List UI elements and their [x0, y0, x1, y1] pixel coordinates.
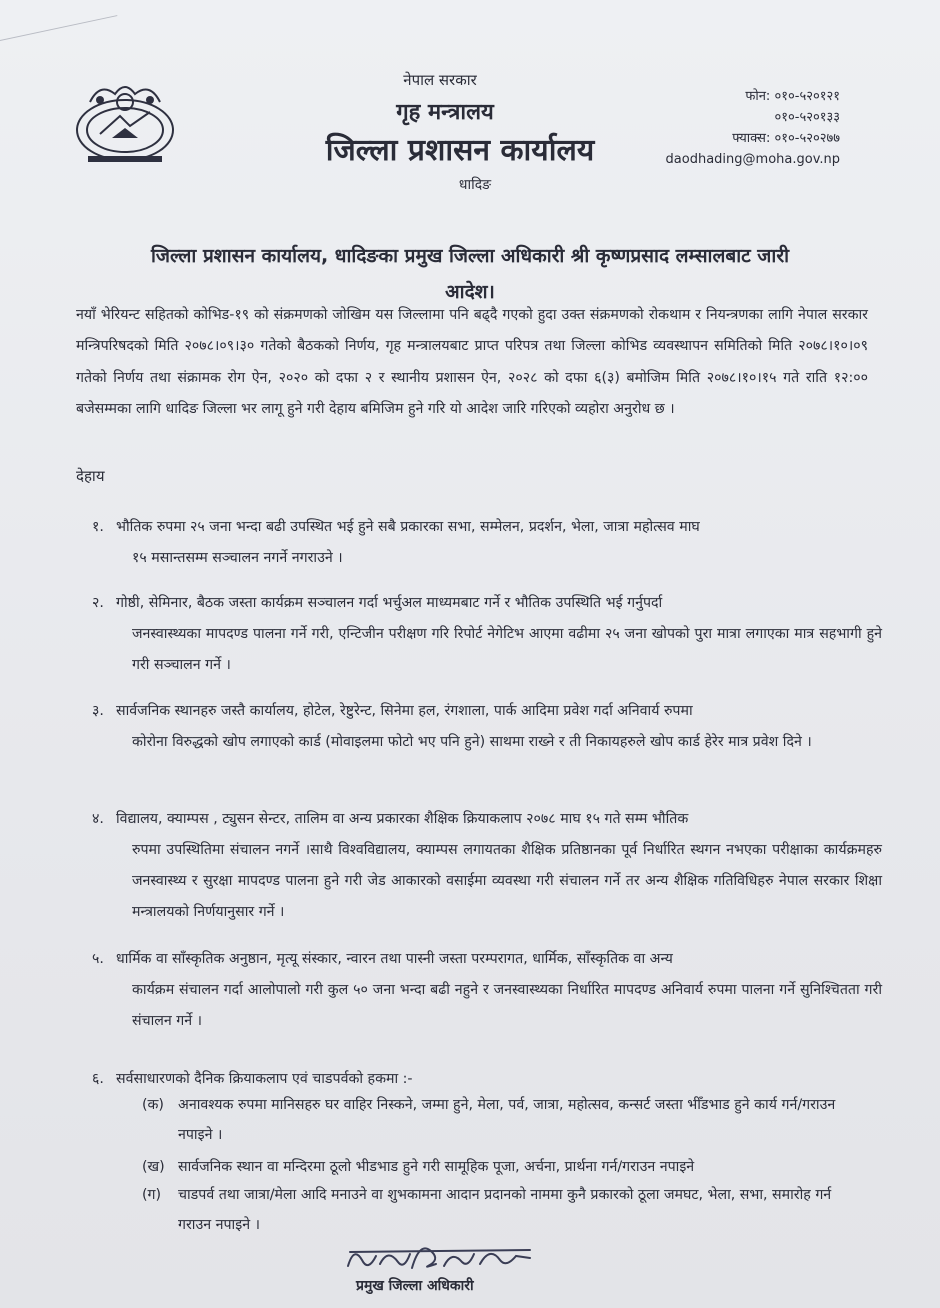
order-item-2: [92, 588, 882, 681]
contact-info: [640, 86, 840, 170]
sub-item-ka: [142, 1090, 862, 1150]
nepal-emblem-icon: [70, 72, 180, 172]
order-item-5: [92, 944, 882, 1037]
phone-number-1: ०१०-५२०१२१: [774, 89, 840, 104]
signatory-designation: प्रमुख जिल्ला अधिकारी: [356, 1278, 474, 1294]
item-text-first: गोष्ठी, सेमिनार, बैठक जस्ता कार्यक्रम सञ्चालन गर्दा भर्चुअल माध्यमबाट गर्ने र भौतिक उपस्थिति भई गर्नुपर्दा: [116, 595, 663, 611]
item-number: १.: [92, 519, 104, 535]
sub-item-label: (क): [142, 1097, 164, 1113]
ministry-name: गृह मन्त्रालय: [396, 100, 494, 125]
sub-item-ga: [142, 1180, 862, 1240]
item-text-rest: रुपमा उपस्थितिमा संचालन नगर्ने ।साथै विश्वविद्यालय, क्याम्पस लगायतका शैक्षिक प्रतिष्ठानका पूर्व निर्धारित स्थगन नभएका परीक्षाका कार्यक्रमहरु जनस्वास्थ्य र सुरक्षा मापदण्ड पालना हुने गरी जेड आकारको वसाईमा व्यवस्था गरी संचालन गर्ने तर अन्य शैक्षिक गतिविधिहरु नेपाल सरकार शिक्षा मन्त्रालयको निर्णयानुसार गर्ने ।: [132, 842, 882, 920]
sub-item-text: चाडपर्व तथा जात्रा/मेला आदि मनाउने वा शुभकामना आदान प्रदानको नाममा कुनै प्रकारको ठूला जमघट, भेला, सभा, समारोह गर्न गराउन नपाइने ।: [178, 1187, 832, 1233]
item-text-rest: कोरोना विरुद्धको खोप लगाएको कार्ड (मोवाइलमा फोटो भए पनि हुने) साथमा राख्ने र ती निकायहरुले खोप कार्ड हेरेर मात्र प्रवेश दिने ।: [132, 734, 812, 750]
order-item-4: [92, 804, 882, 928]
phone-line-2: [640, 107, 840, 128]
letterhead: [300, 70, 620, 194]
district-name: धादिङ: [458, 177, 492, 193]
fax-line: [640, 128, 840, 149]
intro-paragraph: नयाँ भेरियन्ट सहितको कोभिड-१९ को संक्रमणको जोखिम यस जिल्लामा पनि बढ्दै गएको हुदा उक्त संक्रमणको रोकथाम र नियन्त्रणका लागि नेपाल सरकार मन्त्रिपरिषदको मिति २०७८।०९।३० गतेको बैठकको निर्णय, गृह मन्त्रालयबाट प्राप्त परिपत्र तथा जिल्ला कोभिड व्यवस्थापन समितिको मिति २०७८।१०।०९ गतेको निर्णय तथा संक्रामक रोग ऐन, २०२० को दफा २ र स्थानीय प्रशासन ऐन, २०२८ को दफा ६(३) बमोजिम मिति २०७८।१०।१५ गते राति १२:०० बजेसम्मका लागि धादिङ जिल्ला भर लागू हुने गरी देहाय बमिजिम हुने गरि यो आदेश जारि गरिएको व्यहोरा अनुरोध छ ।: [76, 307, 868, 417]
item-text-first: सर्वसाधारणको दैनिक क्रियाकलाप एवं चाडपर्वको हकमा :-: [116, 1071, 413, 1087]
order-title-line-1: जिल्ला प्रशासन कार्यालय, धादिङका प्रमुख जिल्ला अधिकारी श्री कृष्णप्रसाद लम्सालबाट जारी: [150, 245, 790, 267]
paper-fold-line: [0, 0, 117, 41]
sub-item-kha: [142, 1152, 862, 1182]
item-number: ५.: [92, 951, 104, 967]
item-number: ३.: [92, 703, 104, 719]
order-item-3: [92, 696, 882, 758]
fax-label: फ्याक्स:: [732, 131, 771, 146]
order-title-line-2: आदेश।: [445, 281, 495, 303]
government-name: नेपाल सरकार: [403, 71, 477, 89]
fax-number: ०१०-५२०२७७: [774, 131, 840, 146]
sub-item-label: (ग): [142, 1187, 162, 1203]
item-text-rest: १५ मसान्तसम्म सञ्चालन नगर्ने नगराउने ।: [132, 550, 343, 566]
item-text-rest: कार्यक्रम संचालन गर्दा आलोपालो गरी कुल ५० जना भन्दा बढी नहुने र जनस्वास्थ्यका निर्धारित मापदण्ड अनिवार्य रुपमा पालना गर्ने सुनिश्चितता गरी संचालन गर्ने ।: [132, 982, 882, 1029]
section-heading: देहाय: [76, 467, 105, 485]
sub-item-label: (ख): [142, 1159, 165, 1175]
phone-label: फोन:: [745, 89, 771, 104]
item-text-first: सार्वजनिक स्थानहरु जस्तै कार्यालय, होटेल, रेष्टुरेन्ट, सिनेमा हल, रंगशाला, पार्क आदिमा प्रवेश गर्दा अनिवार्य रुपमा: [116, 703, 693, 719]
handwritten-signature: [340, 1238, 540, 1278]
phone-number-2: ०१०-५२०१३३: [774, 110, 840, 125]
phone-line-1: [640, 86, 840, 107]
email-address: daodhading@moha.gov.np: [665, 152, 840, 167]
office-name: जिल्ला प्रशासन कार्यालय: [325, 133, 595, 168]
item-number: २.: [92, 595, 104, 611]
item-text-first: धार्मिक वा साँस्कृतिक अनुष्ठान, मृत्यू संस्कार, न्वारन तथा पास्नी जस्ता परम्परागत, धार्मिक, साँस्कृतिक वा अन्य: [116, 951, 673, 967]
item-number: ६.: [92, 1071, 104, 1087]
item-number: ४.: [92, 811, 104, 827]
sub-item-text: अनावश्यक रुपमा मानिसहरु घर वाहिर निस्कने, जम्मा हुने, मेला, पर्व, जात्रा, महोत्सव, कन्सर्ट जस्ता भीँडभाड हुने कार्य गर्न/गराउन नपाइने ।: [178, 1097, 836, 1143]
item-text-first: विद्यालय, क्याम्पस , ट्युसन सेन्टर, तालिम वा अन्य प्रकारका शैक्षिक क्रियाकलाप २०७८ माघ १५ गते सम्म भौतिक: [116, 811, 689, 827]
item-text-first: भौतिक रुपमा २५ जना भन्दा बढी उपस्थित भई हुने सबै प्रकारका सभा, सम्मेलन, प्रदर्शन, भेला, जात्रा महोत्सव माघ: [116, 519, 700, 535]
sub-item-text: सार्वजनिक स्थान वा मन्दिरमा ठूलो भीडभाड हुने गरी सामूहिक पूजा, अर्चना, प्रार्थना गर्न/गराउन नपाइने: [178, 1159, 695, 1175]
order-item-1: [92, 512, 882, 574]
item-text-rest: जनस्वास्थ्यका मापदण्ड पालना गर्ने गरी, एन्टिजीन परीक्षण गरि रिपोर्ट नेगेटिभ आएमा वढीमा २५ जना खोपको पुरा मात्रा लगाएका मात्र सहभागी हुने गरी सञ्चालन गर्ने ।: [132, 626, 882, 673]
